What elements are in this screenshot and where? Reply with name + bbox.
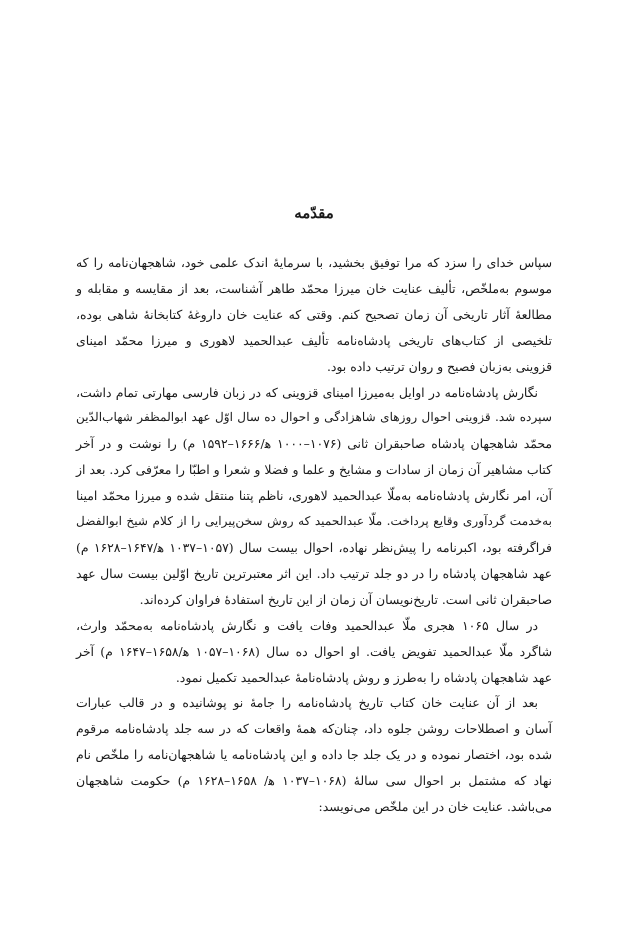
text-line: نگارش پادشاه‌نامه در اوایل به‌میرزا امینای قزوینی که در زبان فارسی مهارتی تمام داشت، — [76, 384, 538, 400]
text-line: آن، امر نگارش پادشاه‌نامه به‌ملّا عبدالحمید لاهوری، ناظم پتنا منتقل شده و میرزا محمّد امینا — [76, 488, 552, 504]
text-line: مطالعهٔ آثار تاریخی آن زمان تصحیح کنم. وقتی که عنایت خان داروغهٔ کتابخانهٔ شاهی بوده، — [76, 306, 552, 322]
text-line: تلخیصی از کتاب‌های تاریخی پادشاه‌نامه تألیف عبدالحمید لاهوری و میرزا محمّد امینای — [76, 332, 552, 348]
text-line: در سال ۱۰۶۵ هجری ملّا عبدالحمید وفات یافت و نگارش پادشاه‌نامه به‌محمّد وارث، — [76, 617, 538, 633]
text-line: فراگرفته بود، اکبرنامه را پیش‌نظر نهاده، احوال بیست سال (۱۰۵۷–۱۰۳۷ ه‍/۱۶۴۷–۱۶۲۸ م) — [76, 539, 552, 555]
text-line: به‌خدمت گردآوری وقایع پرداخت. ملّا عبدالحمید که روش سخن‌پیرایی را از کلام شیخ ابوالفضل — [76, 514, 552, 529]
text-line: سپرده شد. قزوینی احوال روزهای شاهزادگی و احوال ده سال اوّل عهد ابوالمظفر شهاب‌الدّین — [76, 410, 552, 425]
text-line: می‌باشد. عنایت خان در این ملخّص می‌نویسد: — [318, 799, 552, 815]
text-line: شده بود، اختصار نموده و در یک جلد جا داده و این پادشاه‌نامه یا شاهجهان‌نامه را ملخّص نام — [76, 747, 552, 763]
text-line: محمّد شاهجهان پادشاه صاحبقران ثانی (۱۰۷۶–۱۰۰۰ ه‍/۱۶۶۶–۱۵۹۲ م) را نوشت و در آخر — [76, 436, 553, 452]
text-line: کتاب مشاهیر آن زمان از سادات و مشایخ و علما و فضلا و شعرا و اطبّا را معرّفی کرد. بعد از — [76, 462, 552, 478]
text-line: بعد از آن عنایت خان کتاب تاریخ پادشاه‌نامه را جامهٔ نو پوشانیده و در قالب عبارات — [76, 695, 538, 711]
paragraph-1 — [76, 250, 552, 380]
paragraph-2 — [76, 380, 552, 613]
paragraph-3 — [76, 613, 552, 691]
text-line: آسان و اصطلاحات روشن جلوه داد، چنان‌که همهٔ واقعات که در سه جلد پادشاه‌نامه مرقوم — [76, 721, 552, 737]
paragraph-4 — [76, 690, 552, 820]
text-line: نهاد که مشتمل بر احوال سی سالهٔ (۱۰۶۸–۱۰۳۷ ه‍/ ۱۶۵۸–۱۶۲۸ م) حکومت شاهجهان — [76, 773, 552, 789]
text-line: عهد شاهجهان پادشاه را در دو جلد ترتیب داد. این اثر معتبرترین تاریخ اوّلین بیست سال عهد — [76, 565, 552, 581]
text-line: شاگرد ملّا عبدالحمید تفویض یافت. او احوال ده سال (۱۰۶۸–۱۰۵۷ ه‍/۱۶۵۸–۱۶۴۷ م) آخر — [76, 643, 552, 659]
text-line: قزوینی به‌زبان فصیح و روان ترتیب داده بود. — [326, 358, 552, 374]
text-line: سپاس خدای را سزد که مرا توفیق بخشید، با سرمایهٔ اندک علمی خود، شاهجهان‌نامه را که — [76, 255, 552, 270]
page-title: مقدّمه — [294, 204, 334, 222]
text-line: صاحبقران ثانی است. تاریخ‌نویسان آن زمان از این تاریخ استفادهٔ فراوان کرده‌اند. — [139, 591, 552, 607]
text-line: عهد شاهجهان پادشاه را به‌طرز و روش پادشاه‌نامهٔ عبدالحمید تکمیل نمود. — [175, 669, 552, 685]
text-line: موسوم به‌ملخّص، تألیف عنایت خان میرزا محمّد طاهر آشناست، بعد از مقایسه و مقابله و — [76, 280, 552, 296]
document-body — [76, 250, 552, 820]
